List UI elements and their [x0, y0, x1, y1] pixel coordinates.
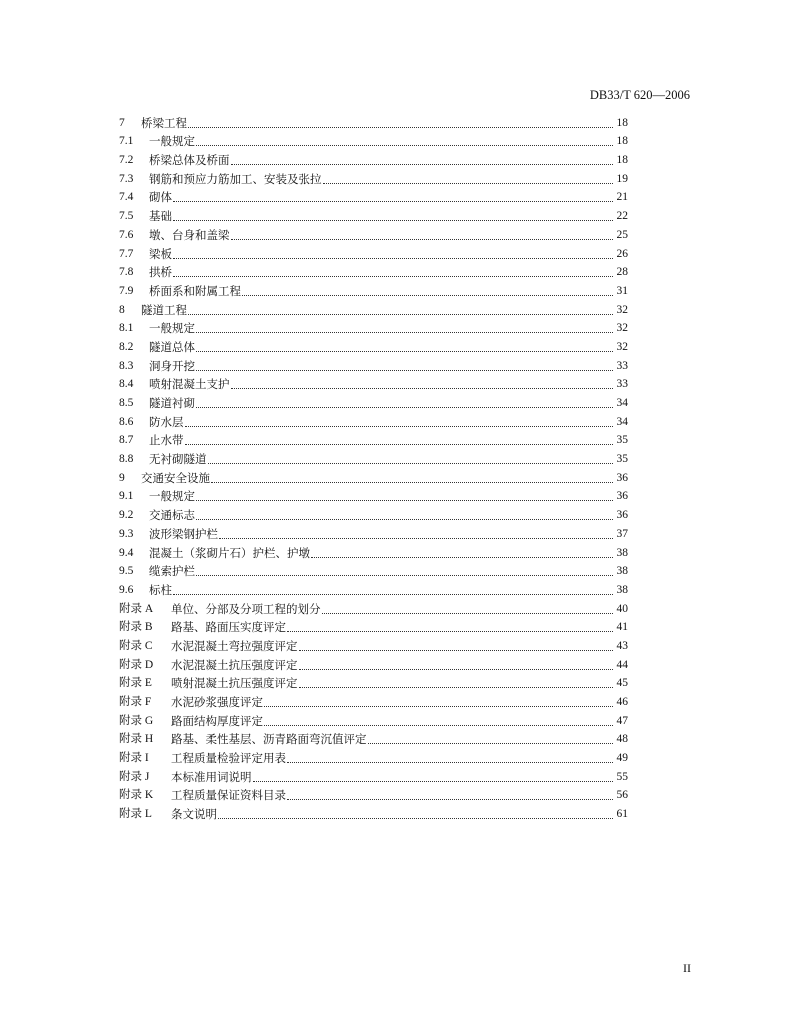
toc-entry-number: 附录 L	[119, 808, 152, 821]
toc-entry[interactable]	[119, 111, 628, 130]
toc-entry-number: 9.1	[119, 490, 134, 503]
toc-leader-dots	[368, 742, 614, 744]
toc-leader-dots	[173, 200, 613, 202]
toc-entry-title: 一般规定	[149, 321, 195, 336]
toc-entry-title: 止水带	[149, 433, 184, 448]
toc-entry-page: 47	[616, 714, 628, 727]
toc-entry-number: 9.2	[119, 509, 134, 522]
toc-leader-dots	[299, 668, 614, 670]
toc-entry-number: 附录 H	[119, 733, 154, 746]
toc-entry-page: 21	[616, 191, 628, 204]
toc-entry-page: 25	[616, 228, 628, 241]
toc-entry[interactable]	[119, 690, 628, 709]
toc-entry[interactable]	[119, 130, 628, 149]
toc-entry-page: 36	[616, 490, 628, 503]
toc-leader-dots	[287, 761, 613, 763]
toc-leader-dots	[299, 649, 614, 651]
toc-entry[interactable]	[119, 242, 628, 261]
toc-entry-title: 工程质量检验评定用表	[171, 751, 286, 766]
toc-entry[interactable]	[119, 522, 628, 541]
toc-entry[interactable]	[119, 261, 628, 280]
toc-leader-dots	[242, 294, 613, 296]
toc-entry-title: 本标准用词说明	[171, 769, 252, 784]
toc-leader-dots	[253, 780, 614, 782]
toc-entry-number: 8.4	[119, 378, 134, 391]
toc-entry-title: 一般规定	[149, 134, 195, 149]
toc-entry-page: 36	[616, 471, 628, 484]
toc-entry-number: 8.6	[119, 415, 134, 428]
toc-entry-number: 7.2	[119, 154, 134, 167]
toc-entry-title: 桥梁总体及桥面	[149, 153, 230, 168]
toc-leader-dots	[173, 593, 613, 595]
toc-entry-page: 18	[616, 116, 628, 129]
toc-entry-number: 9.6	[119, 583, 134, 596]
toc-entry-title: 工程质量保证资料目录	[171, 788, 286, 803]
toc-entry-page: 18	[616, 135, 628, 148]
toc-entry-page: 48	[616, 733, 628, 746]
toc-entry-title: 水泥砂浆强度评定	[171, 695, 263, 709]
toc-entry-page: 49	[616, 752, 628, 765]
toc-entry-page: 32	[616, 340, 628, 353]
toc-entry-page: 37	[616, 527, 628, 540]
toc-leader-dots	[173, 275, 613, 277]
document-code: DB33/T 620—2006	[589, 88, 690, 102]
toc-entry-page: 28	[616, 266, 628, 279]
toc-entry[interactable]	[119, 410, 628, 429]
toc-entry-title: 梁板	[149, 246, 172, 261]
toc-entry-number: 8.2	[119, 340, 134, 353]
toc-leader-dots	[299, 686, 614, 688]
toc-entry-number: 7	[119, 116, 125, 129]
toc-leader-dots	[173, 257, 613, 259]
toc-entry-number: 8.7	[119, 434, 134, 447]
toc-entry[interactable]	[119, 485, 628, 504]
toc-entry-title: 喷射混凝土抗压强度评定	[171, 676, 298, 691]
toc-entry[interactable]	[119, 317, 628, 336]
toc-entry-title: 喷射混凝土支护	[149, 377, 230, 392]
toc-entry-title: 隧道总体	[149, 339, 195, 354]
toc-entry-page: 43	[616, 639, 628, 652]
toc-leader-dots	[188, 313, 613, 315]
toc-entry-title: 砌体	[149, 190, 172, 205]
toc-entry[interactable]	[119, 298, 628, 317]
toc-entry-page: 33	[616, 378, 628, 391]
toc-entry-page: 26	[616, 247, 628, 260]
toc-entry-title: 交通安全设施	[141, 470, 210, 485]
toc-leader-dots	[311, 556, 613, 558]
toc-entry[interactable]	[119, 186, 628, 205]
toc-entry-number: 9.3	[119, 527, 134, 540]
toc-leader-dots	[287, 798, 613, 800]
toc-entry-number: 8.8	[119, 453, 134, 466]
toc-entry[interactable]	[119, 616, 628, 635]
toc-leader-dots	[211, 481, 613, 483]
toc-entry-title: 波形梁钢护栏	[149, 526, 218, 541]
toc-entry[interactable]	[119, 765, 628, 784]
toc-entry-page: 35	[616, 434, 628, 447]
toc-entry-title: 一般规定	[149, 489, 195, 504]
toc-entry-title: 缆索护栏	[149, 564, 195, 579]
toc-entry[interactable]	[119, 728, 628, 747]
toc-entry-title: 防水层	[149, 414, 184, 429]
toc-entry-number: 8.3	[119, 359, 134, 372]
toc-entry-page: 35	[616, 453, 628, 466]
toc-entry-page: 34	[616, 397, 628, 409]
toc-entry-page: 45	[616, 677, 628, 690]
toc-entry[interactable]	[119, 335, 628, 354]
toc-entry-page: 44	[616, 658, 628, 671]
toc-entry-page: 40	[616, 602, 628, 615]
toc-leader-dots	[208, 462, 614, 464]
toc-entry[interactable]	[119, 634, 628, 653]
toc-leader-dots	[218, 817, 613, 819]
toc-leader-dots	[231, 163, 614, 165]
page-number: II	[683, 961, 691, 975]
toc-entry[interactable]	[119, 466, 628, 485]
toc-entry[interactable]	[119, 653, 628, 672]
toc-entry[interactable]	[119, 709, 628, 728]
toc-entry[interactable]	[119, 672, 628, 691]
toc-entry[interactable]	[119, 447, 628, 466]
toc-entry-title: 交通标志	[149, 508, 195, 523]
toc-entry-number: 附录 G	[119, 714, 154, 727]
toc-leader-dots	[196, 499, 613, 501]
toc-entry[interactable]	[119, 373, 628, 392]
toc-entry[interactable]	[119, 148, 628, 167]
toc-entry-page: 56	[616, 789, 628, 802]
toc-entry-number: 7.5	[119, 210, 134, 223]
toc-leader-dots	[287, 630, 613, 632]
toc-entry[interactable]	[119, 802, 628, 821]
toc-entry-title: 基础	[149, 209, 172, 224]
toc-entry-page: 38	[616, 546, 628, 559]
toc-entry-page: 36	[616, 509, 628, 522]
toc-entry-number: 附录 F	[119, 696, 152, 708]
toc-entry[interactable]	[119, 560, 628, 579]
toc-leader-dots	[322, 612, 614, 614]
toc-entry[interactable]	[119, 503, 628, 522]
toc-leader-dots	[196, 518, 613, 520]
toc-entry[interactable]	[119, 354, 628, 373]
toc-leader-dots	[323, 182, 614, 184]
toc-leader-dots	[196, 574, 613, 576]
toc-entry-number: 7.1	[119, 135, 134, 148]
toc-entry-number: 9	[119, 471, 125, 484]
toc-leader-dots	[196, 350, 613, 352]
table-of-contents	[119, 111, 628, 821]
toc-entry-page: 32	[616, 322, 628, 335]
toc-entry[interactable]	[119, 541, 628, 560]
toc-entry-title: 路基、柔性基层、沥青路面弯沉值评定	[171, 732, 367, 747]
toc-leader-dots	[264, 705, 613, 707]
toc-entry-page: 55	[616, 770, 628, 783]
toc-entry-number: 7.3	[119, 172, 134, 185]
toc-entry-title: 路基、路面压实度评定	[171, 620, 286, 635]
toc-entry-page: 32	[616, 303, 628, 316]
toc-entry-number: 7.9	[119, 284, 134, 297]
toc-entry[interactable]	[119, 223, 628, 242]
toc-entry-number: 7.4	[119, 191, 134, 204]
toc-entry-number: 附录 J	[119, 770, 150, 783]
toc-entry-number: 8.1	[119, 322, 134, 335]
toc-entry-title: 水泥混凝土弯拉强度评定	[171, 638, 298, 653]
toc-leader-dots	[231, 238, 614, 240]
toc-entry[interactable]	[119, 167, 628, 186]
toc-entry-page: 38	[616, 583, 628, 596]
toc-leader-dots	[264, 724, 613, 726]
toc-entry-title: 洞身开挖	[149, 358, 195, 373]
toc-entry[interactable]	[119, 279, 628, 298]
toc-entry-number: 8	[119, 303, 125, 316]
toc-entry-page: 31	[616, 284, 628, 297]
toc-entry-page: 38	[616, 565, 628, 578]
toc-leader-dots	[196, 331, 613, 333]
toc-leader-dots	[173, 219, 613, 221]
toc-entry-number: 7.8	[119, 266, 134, 279]
toc-entry[interactable]	[119, 597, 628, 616]
toc-entry-page: 19	[616, 172, 628, 185]
toc-entry-page: 18	[616, 154, 628, 167]
toc-leader-dots	[188, 126, 613, 128]
toc-entry-number: 8.5	[119, 397, 134, 409]
toc-leader-dots	[185, 443, 614, 445]
toc-entry[interactable]	[119, 391, 628, 410]
toc-entry[interactable]	[119, 204, 628, 223]
toc-entry-title: 无衬砌隧道	[149, 452, 207, 467]
toc-entry-number: 附录 K	[119, 789, 154, 802]
toc-entry-page: 46	[616, 696, 628, 708]
toc-entry-number: 9.4	[119, 546, 134, 559]
toc-entry-page: 41	[616, 621, 628, 634]
toc-entry-number: 9.5	[119, 565, 134, 578]
toc-entry[interactable]	[119, 784, 628, 803]
toc-entry-page: 34	[616, 415, 628, 428]
toc-entry-title: 条文说明	[171, 807, 217, 822]
toc-entry-title: 路面结构厚度评定	[171, 713, 263, 728]
toc-entry[interactable]	[119, 746, 628, 765]
toc-leader-dots	[196, 144, 613, 146]
toc-entry-title: 混凝土（浆砌片石）护栏、护墩	[149, 545, 310, 560]
toc-leader-dots	[231, 387, 614, 389]
toc-leader-dots	[196, 406, 613, 408]
toc-entry-title: 桥面系和附属工程	[149, 283, 241, 298]
toc-entry-page: 33	[616, 359, 628, 372]
toc-entry-number: 附录 A	[119, 602, 154, 615]
toc-entry-number: 附录 D	[119, 658, 154, 671]
toc-entry-number: 附录 I	[119, 752, 149, 765]
toc-entry-title: 标柱	[149, 582, 172, 597]
toc-entry-page: 22	[616, 210, 628, 223]
toc-entry-page: 61	[616, 808, 628, 821]
toc-leader-dots	[185, 425, 614, 427]
toc-leader-dots	[219, 537, 613, 539]
toc-entry-title: 单位、分部及分项工程的划分	[171, 601, 321, 616]
toc-entry[interactable]	[119, 429, 628, 448]
toc-entry[interactable]	[119, 578, 628, 597]
toc-entry-title: 墩、台身和盖梁	[149, 227, 230, 242]
toc-entry-title: 隧道衬砌	[149, 396, 195, 410]
toc-entry-number: 7.6	[119, 228, 134, 241]
toc-entry-number: 附录 C	[119, 639, 153, 652]
toc-leader-dots	[196, 369, 613, 371]
toc-entry-title: 桥梁工程	[141, 115, 187, 130]
toc-entry-title: 钢筋和预应力筋加工、安装及张拉	[149, 171, 322, 186]
toc-entry-title: 拱桥	[149, 265, 172, 280]
toc-entry-number: 附录 E	[119, 677, 152, 690]
toc-entry-title: 隧道工程	[141, 302, 187, 317]
toc-entry-number: 附录 B	[119, 621, 153, 634]
toc-entry-title: 水泥混凝土抗压强度评定	[171, 657, 298, 672]
toc-entry-number: 7.7	[119, 247, 134, 260]
